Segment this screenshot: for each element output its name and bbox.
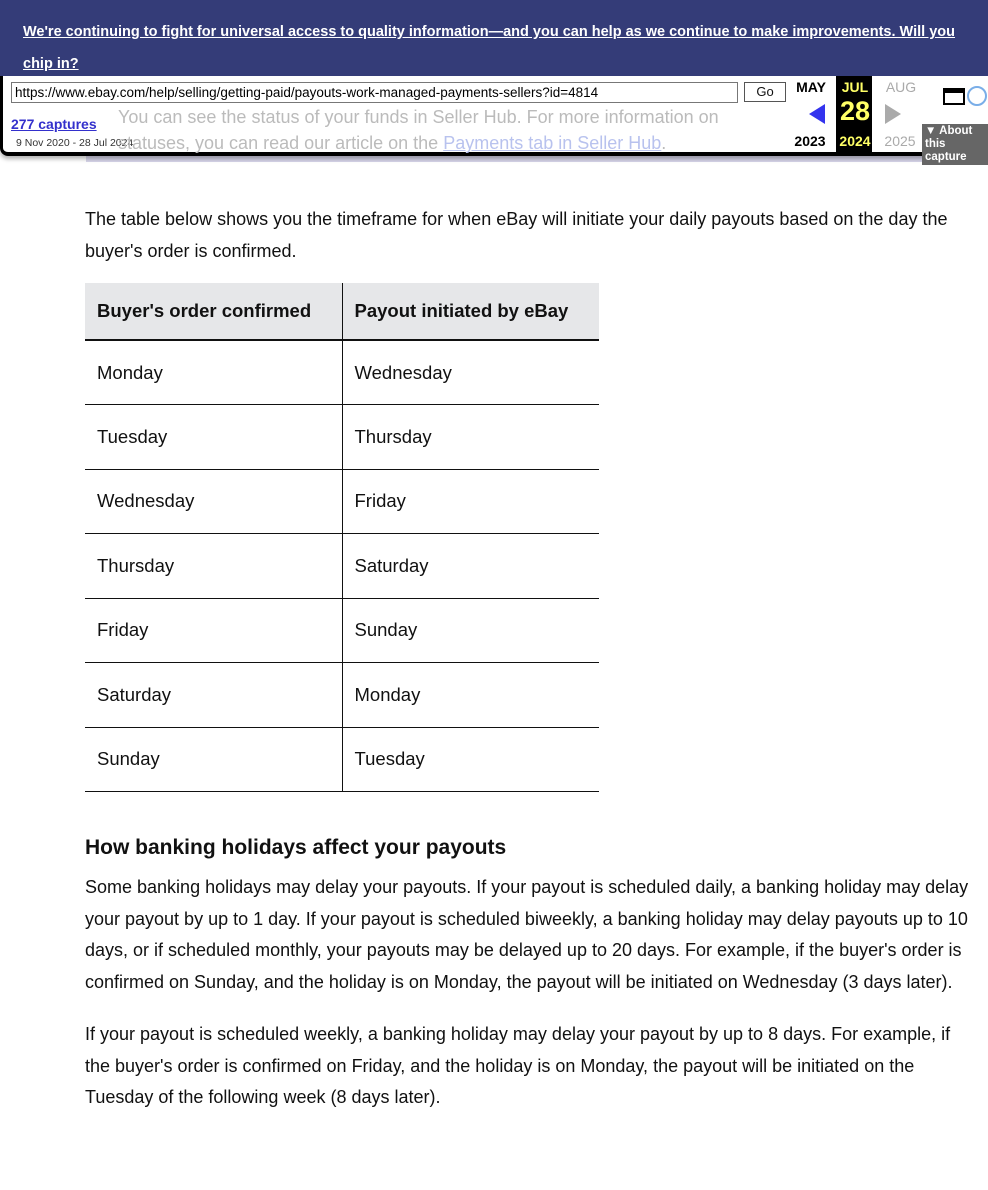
column-header: Payout initiated by eBay <box>342 283 599 340</box>
prev-month[interactable]: MAY <box>796 79 826 95</box>
donation-banner <box>0 0 988 76</box>
table-row <box>85 340 599 405</box>
article-content <box>85 204 975 1114</box>
next-capture-arrow-icon <box>885 104 901 124</box>
prev-capture-arrow-icon[interactable] <box>809 104 825 124</box>
table-row <box>85 727 599 792</box>
holiday-paragraph-2: If your payout is scheduled weekly, a banking holiday may delay your payout by up to 8 days. For example, if the buyer's order is confirmed on Friday, and the holiday is on Monday, the payout will be initiated on the Tuesday of the following week (8 days later). <box>85 1024 951 1107</box>
payout-schedule-table <box>85 283 599 792</box>
table-row <box>85 663 599 728</box>
next-month: AUG <box>885 79 917 95</box>
table-cell: Friday <box>342 469 599 534</box>
help-circle-icon[interactable] <box>967 86 987 106</box>
section-heading: How banking holidays affect your payouts <box>85 836 507 859</box>
donation-link[interactable]: We're continuing to fight for universal access to quality information—and you can help as we continue to make improvements. Will you chip in? <box>23 24 956 72</box>
table-cell: Saturday <box>342 534 599 599</box>
wayback-toolbar <box>0 76 988 163</box>
table-row <box>85 469 599 534</box>
table-cell: Wednesday <box>342 340 599 405</box>
obscured-text: . <box>661 133 667 153</box>
callout-border <box>86 156 988 162</box>
payments-tab-link[interactable]: Payments tab in Seller Hub <box>443 133 662 153</box>
table-cell: Friday <box>85 598 342 663</box>
table-cell: Sunday <box>342 598 599 663</box>
table-row <box>85 534 599 599</box>
current-year: 2024 <box>839 133 871 149</box>
url-input[interactable] <box>11 82 738 103</box>
intro-paragraph: The table below shows you the timeframe for when eBay will initiate your daily payouts based on the day the buyer's order is confirmed. <box>85 209 948 261</box>
capture-range: 9 Nov 2020 - 28 Jul 2024 <box>16 137 134 149</box>
table-cell: Thursday <box>85 534 342 599</box>
table-cell: Sunday <box>85 727 342 792</box>
prev-year[interactable]: 2023 <box>794 133 826 149</box>
table-cell: Thursday <box>342 405 599 470</box>
current-day: 28 <box>839 96 871 126</box>
obscured-text: statuses, you can read our article on the <box>118 133 444 153</box>
about-capture-button[interactable]: ▼ About this capture <box>922 124 988 165</box>
current-month: JUL <box>841 79 869 95</box>
table-cell: Monday <box>85 340 342 405</box>
holiday-paragraph-1: Some banking holidays may delay your payouts. If your payout is scheduled daily, a banking holiday may delay your payout by up to 1 day. If your payout is scheduled biweekly, a banking holiday may delay payouts up to 10 days, or if scheduled monthly, your payouts may be delayed up to 20 days. For example, if the buyer's order is confirmed on Sunday, and the holiday is on Monday, the payout will be initiated on Wednesday (3 days later). <box>85 877 969 992</box>
table-cell: Wednesday <box>85 469 342 534</box>
column-header: Buyer's order confirmed <box>85 283 342 340</box>
about-label: About this capture <box>925 125 973 163</box>
table-row <box>85 405 599 470</box>
table-header-row <box>85 283 599 340</box>
table-cell: Tuesday <box>342 727 599 792</box>
go-button[interactable]: Go <box>744 82 786 102</box>
table-row <box>85 598 599 663</box>
table-cell: Tuesday <box>85 405 342 470</box>
next-year: 2025 <box>884 133 916 149</box>
calendar-icon[interactable] <box>943 88 965 105</box>
table-cell: Saturday <box>85 663 342 728</box>
table-cell: Monday <box>342 663 599 728</box>
captures-link[interactable]: 277 captures <box>11 116 97 132</box>
obscured-line: You can see the status of your funds in Seller Hub. For more information on <box>118 107 719 127</box>
